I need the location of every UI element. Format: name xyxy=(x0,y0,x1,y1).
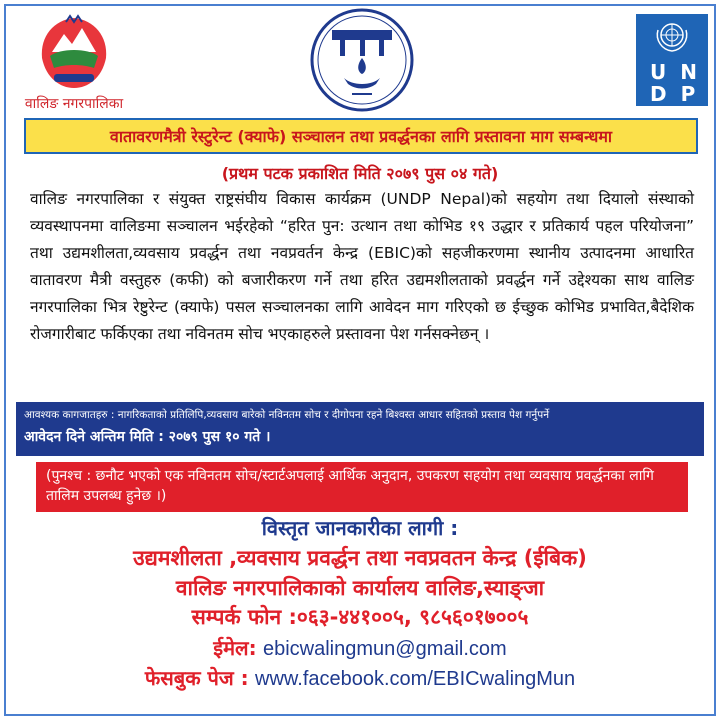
diyalo-logo xyxy=(308,6,416,114)
required-documents: आवश्यक कागजातहरु : नागरिकताको प्रतिलिपि,व्यवसाय बारेको नविनतम सोच र दीगोपना रहने बिश्वस्त आधार सहितको प्रस्ताव पेश गर्नुपर्ने xyxy=(24,409,550,421)
email-address[interactable]: ebicwalingmun@gmail.com xyxy=(262,638,507,660)
municipality-name: वालिङ नगरपालिका xyxy=(24,96,124,112)
facebook-label: फेसबुक पेज : xyxy=(144,666,249,690)
contact-email-row xyxy=(0,634,720,661)
contact-office-ebic: उद्यमशीलता ,व्यवसाय प्रवर्द्धन तथा नवप्रवतन केन्द्र (ईबिक) xyxy=(133,546,587,570)
notice-title-banner xyxy=(24,118,698,154)
undp-letters-top: UN xyxy=(650,60,711,84)
undp-letters-bottom: DP xyxy=(650,82,710,106)
application-deadline: आवेदन दिने अन्तिम मिति : २०७९ पुस १० गते । xyxy=(24,429,271,445)
un-globe-icon xyxy=(652,20,692,54)
requirements-banner xyxy=(16,402,704,456)
nepal-emblem-icon xyxy=(36,12,112,92)
diyalo-lamp-icon xyxy=(308,6,416,114)
contact-facebook-row xyxy=(0,664,720,691)
email-label: ईमेल: xyxy=(213,636,257,660)
publication-date: (प्रथम पटक प्रकाशित मिति २०७९ पुस ०४ गते) xyxy=(221,164,499,183)
postscript-note: (पुनश्च : छनौट भएको एक नविनतम सोच/स्टार्टअपलाई आर्थिक अनुदान, उपकरण सहयोग तथा व्यवसाय प्रवर्द्धनका लागि तालिम उपलब्ध हुनेछ ।) xyxy=(36,462,688,512)
municipality-emblem xyxy=(14,12,134,112)
facebook-link[interactable]: www.facebook.com/EBICwalingMun xyxy=(255,668,576,690)
contact-heading: विस्तृत जानकारीका लागी : xyxy=(261,516,459,540)
contact-office-municipality: वालिङ नगरपालिकाको कार्यालय वालिङ,स्याङ्जा xyxy=(175,576,545,600)
undp-logo xyxy=(636,14,711,106)
notice-title: वातावरणमैत्री रेस्टुरेन्ट (क्याफे) सञ्चालन तथा प्रवर्द्धनका लागि प्रस्तावना माग सम्बन्धमा xyxy=(109,127,613,146)
contact-phone: सम्पर्क फोन :०६३-४४१००५, ९८५६०१७००५ xyxy=(191,605,529,629)
notice-body: वालिङ नगरपालिका र संयुक्त राष्ट्रसंघीय विकास कार्यक्रम (UNDP Nepal)को सहयोग तथा दियालो संस्थाको व्यवस्थापनमा वालिङमा सञ्चालन भईरहेको “हरित पुन: उत्थान तथा कोभिड १९ उद्धार र प्रतिकार्य पहल परियोजना” तथा उद्यमशीलता,व्यवसाय प्रवर्द्धन तथा नवप्रवर्तन केन्द्र (EBIC)को सहजीकरणमा स्थानीय उत्पादनमा आधारित वातावरण मैत्री वस्तुहरु (कफी) को बजारीकरण गर्ने तथा हरित उद्यमशीलताको प्रवर्द्धन गर्ने उद्देश्यका साथ वालिङ नगरपालिका भित्र रेष्टुरेन्ट (क्याफे) पसल सञ्चालनका लागि आवेदन माग गरिएको छ ईच्छुक कोभिड प्रभावित,बैदेशिक रोजगारीबाट फर्किएका तथा नविनतम सोच भएकाहरुले प्रस्तावना पेश गर्नसक्नेछन् । xyxy=(30,190,694,343)
